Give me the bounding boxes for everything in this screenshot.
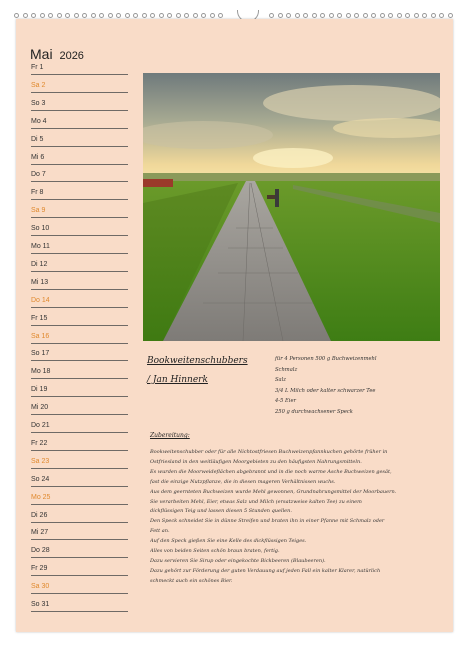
day-label: Mi 6: [31, 153, 45, 161]
day-label: Mo 18: [31, 368, 51, 376]
binding-ring: [218, 13, 223, 18]
day-row: [31, 218, 128, 236]
recipe-title: [147, 352, 267, 390]
day-row: [31, 361, 128, 379]
binding-ring: [23, 13, 28, 18]
day-label: So 17: [31, 350, 50, 358]
binding-ring: [405, 13, 410, 18]
binding-ring: [371, 13, 376, 18]
preparation-text: [150, 448, 440, 587]
binding-ring: [108, 13, 113, 18]
preparation-line: Bookweitenschubber oder für alle Nichtostfriesen Buchweizenpfannkuchen gehörte früher in: [150, 449, 388, 455]
day-row: [31, 236, 128, 254]
recipe-title-line-1: Bookweitenschubbers: [147, 356, 248, 366]
binding-ring: [363, 13, 368, 18]
day-row: [31, 343, 128, 361]
day-row: [31, 129, 128, 147]
day-label: So 24: [31, 475, 50, 483]
day-row: [31, 594, 128, 612]
day-row: [31, 379, 128, 397]
day-label: So 31: [31, 601, 50, 608]
day-row: [31, 576, 128, 594]
day-label: Sa 2: [31, 81, 46, 89]
binding-ring: [337, 13, 342, 18]
day-row: [31, 272, 128, 290]
binding-ring: [278, 13, 283, 18]
day-row: [31, 164, 128, 182]
binding-ring: [65, 13, 70, 18]
preparation-line: Sie verarbeiten Mehl, Eier, etwas Salz und Milch (ersatzweise kalten Tee) zu einem: [150, 498, 362, 505]
day-row: [31, 200, 128, 218]
day-label: Di 26: [31, 511, 48, 519]
day-row: [31, 326, 128, 344]
binding-ring: [431, 13, 436, 18]
preparation-heading: Zubereitung:: [150, 432, 190, 439]
binding-ring: [116, 13, 121, 18]
ingredient-line: 4-5 Eier: [275, 398, 296, 405]
day-row: [31, 75, 128, 93]
dike-path-photo: [143, 73, 440, 341]
preparation-line: Auf den Speck gießen Sie eine Kelle des dickflüssigen Teiges.: [150, 538, 307, 545]
day-label: Mo 4: [31, 117, 47, 125]
day-label: Fr 22: [31, 439, 48, 447]
day-row: [31, 469, 128, 487]
day-row: [31, 433, 128, 451]
day-row: [31, 397, 128, 415]
day-label: Sa 16: [31, 332, 50, 340]
ingredient-line: 250 g durchwachsener Speck: [275, 408, 353, 415]
ingredients-list: [275, 354, 377, 418]
day-row: [31, 254, 128, 272]
day-row: [31, 111, 128, 129]
preparation-line: schmeckt auch ein schönes Bier.: [150, 577, 233, 584]
binding-ring: [150, 13, 155, 18]
preparation-line: dickflüssigen Teig und lassen diesen 5 Stunden quellen.: [150, 508, 292, 515]
binding-ring: [388, 13, 393, 18]
binding-ring: [286, 13, 291, 18]
day-row: [31, 308, 128, 326]
day-label: Mo 11: [31, 243, 50, 250]
binding-ring: [31, 13, 36, 18]
day-row: [31, 57, 128, 75]
day-label: Do 14: [31, 296, 50, 304]
month-year: 2026: [59, 50, 84, 62]
day-row: [31, 540, 128, 558]
preparation-line: Aus dem geernteten Buchweizen wurde Mehl gewonnen, Grundnahrungsmittel der Moorbauern.: [150, 488, 397, 495]
preparation-line: Den Speck schneidet Sie in dünne Streifen und braten ihn in einer Pfanne mit Schmalz oder: [150, 518, 385, 525]
day-label: So 10: [31, 225, 50, 233]
preparation-line: Es wurden die Moorweideflächen abgebrannt und in die noch warme Asche Buchweizen gesät,: [150, 468, 392, 475]
day-row: [31, 558, 128, 576]
ingredient-line: Salz: [275, 377, 287, 384]
preparation-line: Dazu servieren Sie Sirup oder eingekochte Bickbeeren (Blaubeeren).: [150, 557, 326, 564]
day-row: [31, 522, 128, 540]
binding-ring: [303, 13, 308, 18]
binding-ring: [193, 13, 198, 18]
binding-ring: [48, 13, 53, 18]
binding-ring: [354, 13, 359, 18]
binding-ring: [57, 13, 62, 18]
day-label: Mo 25: [31, 493, 51, 501]
preparation-line: Alles von beiden Seiten schön braun braten, fertig.: [150, 548, 280, 555]
binding-ring: [176, 13, 181, 18]
day-label: Mi 27: [31, 529, 49, 537]
binding-ring: [99, 13, 104, 18]
recipe-title-line-2: / Jan Hinnerk: [147, 375, 208, 385]
binding-ring: [40, 13, 45, 18]
day-label: Fr 29: [31, 565, 48, 573]
day-row: [31, 415, 128, 433]
day-row: [31, 487, 128, 505]
day-row: [31, 451, 128, 469]
preparation-line: fast die einzige Nutzpflanze, die in diesen mageren Verhältnissen wuchs.: [150, 478, 336, 485]
preparation-line: Ostfriesland in den weitläufigen Moorgebieten zu den häufigsten Nahrungsmitteln.: [150, 458, 362, 465]
day-label: Do 7: [31, 171, 46, 179]
binding-ring: [422, 13, 427, 18]
ingredient-line: Schmalz: [275, 366, 298, 373]
ingredient-line: für 4 Personen 500 g Buchweizenmehl: [275, 356, 377, 362]
day-row: [31, 290, 128, 308]
preparation-line: Dazu gehört zur Förderung der guten Verdauung auf jeden Fall ein kalter Klarer, natürlich: [150, 567, 381, 574]
binding-ring: [184, 13, 189, 18]
day-label: Fr 1: [31, 64, 44, 71]
day-label: So 3: [31, 99, 46, 107]
binding-ring: [210, 13, 215, 18]
day-label: Do 21: [31, 422, 50, 429]
binding-ring: [74, 13, 79, 18]
binding-ring: [91, 13, 96, 18]
binding-ring: [295, 13, 300, 18]
day-row: [31, 147, 128, 165]
day-label: Di 19: [31, 386, 48, 394]
binding-ring: [14, 13, 19, 18]
binding-ring: [414, 13, 419, 18]
day-label: Mi 13: [31, 278, 49, 286]
binding-ring: [167, 13, 172, 18]
binding-ring: [312, 13, 317, 18]
binding-ring: [159, 13, 164, 18]
binding-ring: [320, 13, 325, 18]
binding-ring: [133, 13, 138, 18]
binding-ring: [380, 13, 385, 18]
day-label: Di 5: [31, 135, 44, 143]
ingredient-line: 3/4 L Milch oder kalter schwarzer Tee: [275, 387, 376, 394]
binding-ring: [346, 13, 351, 18]
preparation-line: Fett an.: [150, 528, 170, 535]
month-name: Mai: [30, 46, 53, 62]
binding-ring: [142, 13, 147, 18]
day-label: Fr 15: [31, 314, 48, 322]
binding-ring: [125, 13, 130, 18]
day-label: Sa 30: [31, 583, 50, 591]
binding-ring: [439, 13, 444, 18]
binding-ring: [82, 13, 87, 18]
binding-ring: [201, 13, 206, 18]
binding-ring: [329, 13, 334, 18]
day-label: Mi 20: [31, 404, 49, 412]
binding-ring: [448, 13, 453, 18]
binding-ring: [397, 13, 402, 18]
day-label: Do 28: [31, 547, 50, 555]
day-label: Di 12: [31, 260, 48, 268]
day-label: Sa 9: [31, 207, 46, 215]
day-row: [31, 93, 128, 111]
day-row: [31, 182, 128, 200]
binding-ring: [269, 13, 274, 18]
day-row: [31, 505, 128, 523]
day-label: Sa 23: [31, 457, 50, 465]
day-label: Fr 8: [31, 189, 44, 197]
